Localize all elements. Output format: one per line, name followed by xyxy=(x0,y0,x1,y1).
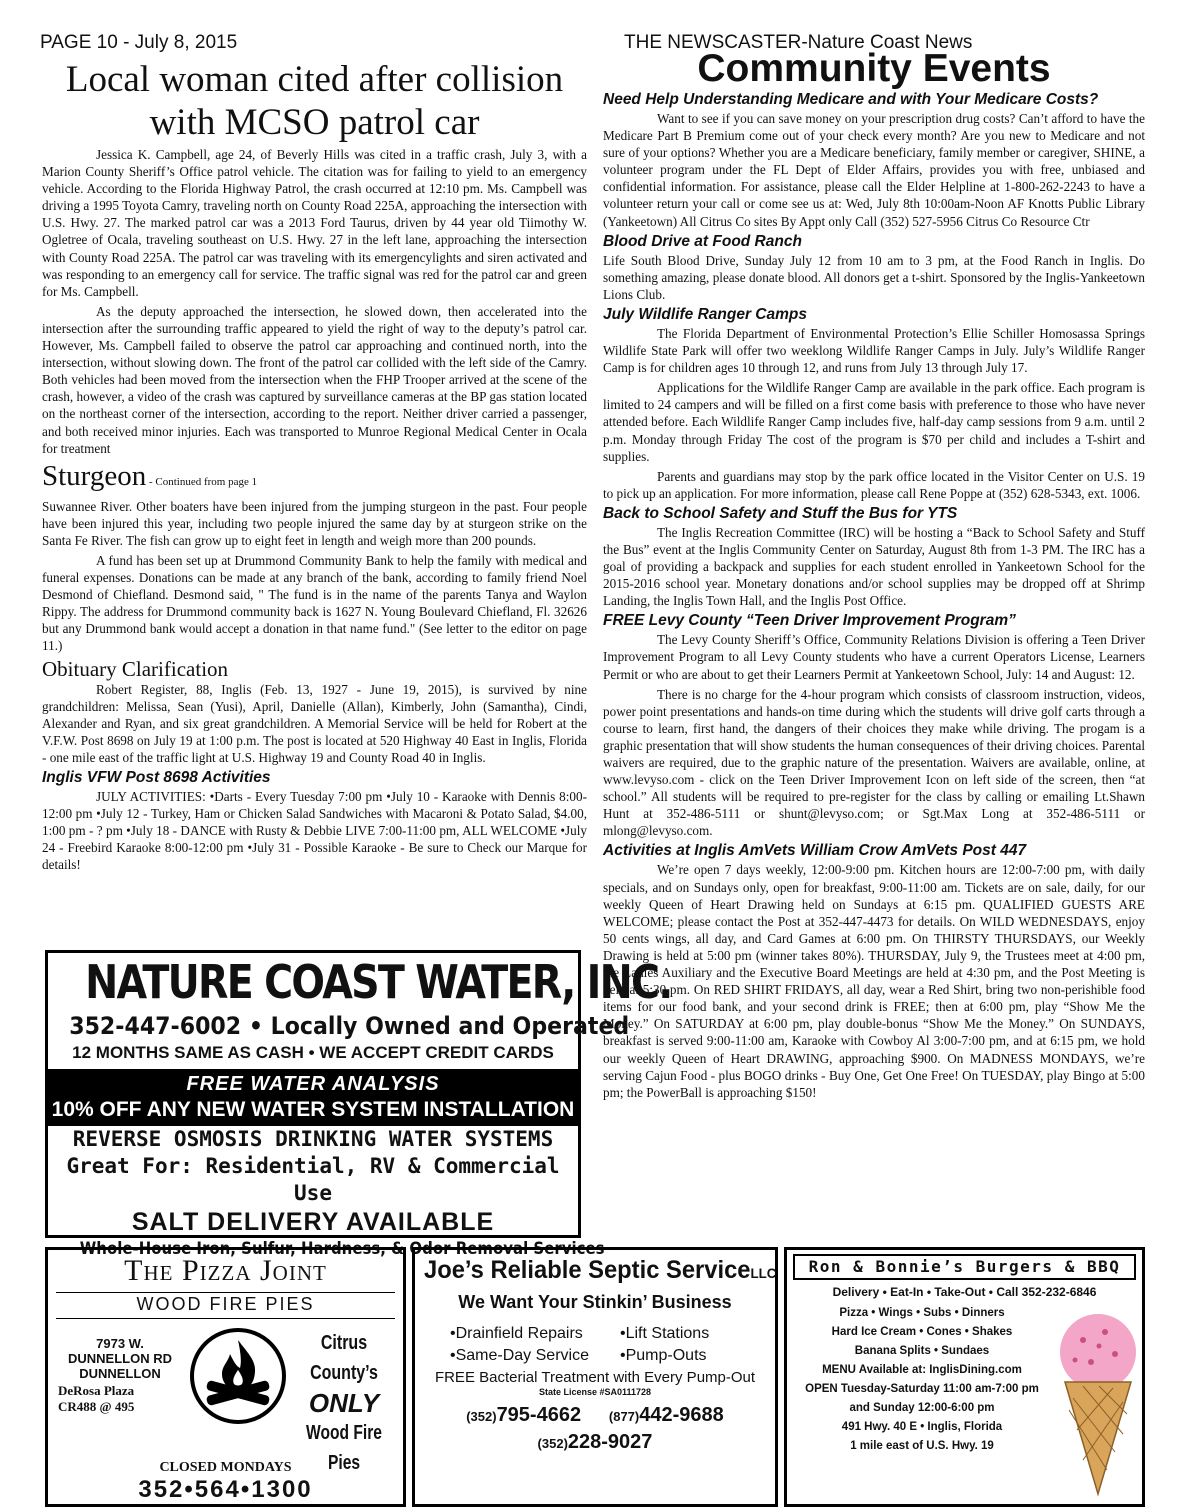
bbq-ad-line: MENU Available at: InglisDining.com xyxy=(822,1364,1022,1376)
event-paragraph: Parents and guardians may stop by the park office located in the Visitor Center on U.S. 19 to pick up an application. For more information, please call Rene Poppe at (352) 628-5343, ext. 1006. xyxy=(603,468,1145,501)
event-title: Back to School Safety and Stuff the Bus for YTS xyxy=(603,504,958,522)
bbq-ad-line: Hard Ice Cream • Cones • Shakes xyxy=(831,1326,1013,1338)
water-ad-great-for: Great For: Residential, RV & Commercial Use xyxy=(66,1154,560,1205)
septic-ad-phone1 xyxy=(466,1404,581,1426)
pizza-ad-citrus2: ONLY xyxy=(308,1388,380,1418)
water-ad-salt: SALT DELIVERY AVAILABLE xyxy=(131,1208,495,1236)
septic-ad-service: •Drainfield Repairs xyxy=(450,1325,583,1342)
page-number-date: PAGE 10 - July 8, 2015 xyxy=(40,32,238,53)
bbq-ad-line: Pizza • Wings • Subs • Dinners xyxy=(839,1307,1005,1319)
pizza-ad-closed: CLOSED MONDAYS xyxy=(159,1460,292,1475)
vfw-heading: Inglis VFW Post 8698 Activities xyxy=(42,769,271,786)
pizza-ad-tagline: WOOD FIRE PIES xyxy=(136,1294,315,1314)
bbq-ad-delivery: Delivery • Eat-In • Take-Out • Call 352-232-6846 xyxy=(832,1285,1097,1299)
sturgeon-continued: - Continued from page 1 xyxy=(146,475,258,488)
septic-ad-name: Joe’s Reliable Septic Service xyxy=(424,1256,751,1284)
septic-ad-license: State License #SA0111728 xyxy=(538,1387,652,1397)
pizza-ad-plaza: DeRosa Plaza xyxy=(58,1383,135,1398)
sturgeon-paragraph: Suwannee River. Other boaters have been injured from the jumping sturgeon in the past. Four people have been injured this year, including two people injured the same day by at sturgeon strike on the Santa Fe River. The fish can grow up to eight feet in length and weigh more than 200 pounds. xyxy=(42,498,587,548)
septic-ad-phones xyxy=(415,1402,775,1430)
event-title: FREE Levy County “Teen Driver Improvement Program” xyxy=(603,612,1016,630)
bbq-ad-line: Banana Splits • Sundaes xyxy=(854,1345,990,1357)
article-paragraph: As the deputy approached the intersection, he slowed down, then accelerated into the intersection after the surrounding traffic appeared to yield the right of way to the deputy’s patrol car. However, Ms. Campbell failed to observe the patrol car approaching and continued north, into the intersection, without slowing down. The front of the patrol car collided with the left side of the Camry. Both vehicles had been moved from the intersection when the FHP Trooper arrived at the scene of the crash, however, a video of the crash was captured by surveillance cameras at the BP gas station located on the northeast corner of the intersection, according to the report. Neither driver carried a passenger, and both received minor injuries. Each was transported to Munroe Regional Medical Center in Ocala for treatment xyxy=(42,303,587,456)
bbq-ad-name: Ron & Bonnie’s Burgers & BBQ xyxy=(793,1254,1136,1280)
event-title: Need Help Understanding Medicare and with Your Medicare Costs? xyxy=(603,91,1099,108)
water-ad-ro: REVERSE OSMOSIS DRINKING WATER SYSTEMS xyxy=(72,1127,554,1151)
septic-ad-slogan: We Want Your Stinkin’ Business xyxy=(458,1292,732,1312)
obituary-paragraph: Robert Register, 88, Inglis (Feb. 13, 1927 - June 19, 2015), is survived by nine grandchildren: Melissa, Sean (Yusi), April, Danielle (Allan), Kimberly, John (Samantha), Cindi, Alexander and Ryan, and six great grandchildren. A Memorial Service will be held for Robert at the V.F.W. Post 8698 on July 19 at 1:00 p.m. The post is located at 520 Highway 40 East in Inglis, Florida - one mile east of the traffic light at U.S. Highway 19 and County Road 40 in Inglis. xyxy=(42,681,587,765)
event-paragraph: Life South Blood Drive, Sunday July 12 from 10 am to 3 pm, at the Food Ranch in Inglis. Do something amazing, please donate blood. All donors get a t-shirt. Sponsored by the Inglis-Yankeetown Lions Club. xyxy=(603,252,1145,302)
event-title: Activities at Inglis AmVets William Crow AmVets Post 447 xyxy=(603,842,1027,860)
pizza-ad-divider xyxy=(56,1318,395,1319)
event-paragraph: We’re open 7 days weekly, 12:00-9:00 pm. Kitchen hours are 12:00-7:00 pm, with daily specials, and on Sundays only, open for breakfast, 9:00-11:00 am. Tickets are on sale, daily, for our weekly Queen of Heart Drawing held on Sundays at 6:15 pm. QUALIFIED GUESTS ARE WELCOME; please contact the Post at 352-447-4473 for details. On WILD WEDNESDAYS, enjoy 50 cents wings, all day, and Card Games at 6:00 pm. On THIRSTY THURSDAYS, our Weekly Drawing is held at 5:00 pm (winner takes 80%). THURSDAY, July 9, the Trustees meet at 4:00 pm, the Ladies Auxiliary and the Executive Board Meetings are held at 4:30 pm, and the Post Meeting is held at 5:30 pm. On RED SHIRT FRIDAYS, all day, wear a Red Shirt, bring two non-perishible food items for our food bank, and your second drink is FREE; then at 6:00 pm, play “Show Me the Money.” On SATURDAY at 6:00 pm, play double-bonus “Show Me the Money.” On SUNDAYS, breakfast is served 9:00-11:00 am, Karaoke with Cowboy Al 3:00-7:00 pm, and at 6:15 pm, we hold our weekly Queen of Heart DRAWING, approaching $900. On MADNESS MONDAYS, we’re serving Cajun Food - plus BOGO drinks - Buy One, Get One Free! On TUESDAY, play Bingo at 5:00 pm; the PowerBall is approaching $150! xyxy=(603,862,1145,1100)
water-ad-name: NATURE COAST WATER, INC. xyxy=(85,955,672,1009)
event-paragraph: The Inglis Recreation Committee (IRC) will be hosting a “Back to School Safety and Stuff the Bus” event at the Inglis Community Center on Saturday, August 8th from 1-3 PM. The IRC has a goal of providing a backpack and supplies for each student enrolled in Yankeetown School for the 2015-2016 school year. Monetary donations and/or school supplies may be dropped off at Shrimp Landing, the Inglis Town Hall, and the Inglis Post Office. xyxy=(603,524,1145,609)
pizza-ad-name: The Pizza Joint xyxy=(124,1254,327,1287)
pizza-ad-phone: 352•564•1300 xyxy=(138,1476,313,1503)
septic-ad-phone3 xyxy=(415,1430,775,1456)
pizza-ad-addr1: 7973 W. xyxy=(96,1336,144,1351)
septic-ad-phone2 xyxy=(609,1404,724,1426)
event-paragraph: Applications for the Wildlife Ranger Camp are available in the park office. Each program is limited to 24 campers and will be filled on a first come basis with preference to those who have never attended before. Each Wildlife Ranger Camp includes five, half-day camp sessions from 9 a.m. until 2 p.m. Monday through Friday The cost of the program is $70 per child and includes a T-shirt and supplies. xyxy=(603,380,1145,464)
water-ad-discount: 10% OFF ANY NEW WATER SYSTEM INSTALLATION xyxy=(51,1098,575,1121)
phone-number: 228-9027 xyxy=(567,1431,653,1453)
event-title: July Wildlife Ranger Camps xyxy=(603,305,807,323)
sturgeon-title: Sturgeon xyxy=(42,459,147,492)
event-paragraph: The Florida Department of Environmental Protection’s Ellie Schiller Homosassa Springs Wildlife State Park will offer two weeklong Wildlife Ranger Camps in July. July’s Wildlife Ranger Camp is for children ages 10 through 12, and runs from July 13 through July 17. xyxy=(603,325,1145,376)
water-ad xyxy=(45,950,672,1259)
event-paragraph: Want to see if you can save money on your prescription drug costs? Can’t afford to have the Medicare Part B Premium come out of your check every month? Are you new to Medicare and not sure of your options? Whether you are a Medicare beneficiary, family member or caregiver, SHINE, a volunteer program under the FL Dept of Elder Affairs, provides you with free, unbiased and confidential information. For assistance, please call the Elder Helpline at 1-800-262-2243 to have a volunteer return your call or come see us at: Wed, July 8th 10:00am-Noon AF Knotts Public Library (Yankeetown) All Citrus Co sites By Appt only Call (352) 527-5956 Citrus Co Resource Ctr xyxy=(603,111,1145,229)
right-column xyxy=(603,47,1146,1242)
water-ad-financing: 12 MONTHS SAME AS CASH • WE ACCEPT CREDIT CARDS xyxy=(72,1043,554,1062)
event-title: Blood Drive at Food Ranch xyxy=(603,232,802,250)
pizza-ad-addr3: DUNNELLON xyxy=(79,1366,161,1381)
pizza-ad-addr2: DUNNELLON RD xyxy=(68,1351,172,1366)
sturgeon-paragraph: A fund has been set up at Drummond Community Bank to help the family with medical and funeral expenses. Donations can be made at any branch of the bank, according to family friend Noel Desmond of Chiefland. Desmond said, " The fund is in the name of the parents Tanya and Waylon Rippy. The address for Drummond community back is 1627 N. Young Boulevard Chiefland, Fl. 32626 but any Drummond bank would accept a donation in that name fund." (See letter to the editor on page 11.) xyxy=(42,552,587,654)
publication-name: THE NEWSCASTER-Nature Coast News xyxy=(624,32,973,53)
septic-ad-services-row xyxy=(415,1345,775,1367)
fire-logs-icon xyxy=(188,1326,288,1424)
septic-ad-services-row xyxy=(415,1323,775,1345)
vfw-paragraph: JULY ACTIVITIES: •Darts - Every Tuesday 7:00 pm •July 10 - Karaoke with Dennis 8:00- 12:00 pm •July 12 - Turkey, Ham or Chicken Salad Sandwiches with Macaroni & Potato Salad, $4.00, 1:00 pm - ? pm •July 18 - DANCE with Rusty & Debbie LIVE 7:00-11:00 pm, ALL WELCOME •July 24 - Freebird Karaoke 8:00-12:00 pm •July 31 - Possible Karaoke - Be sure to Check our Marque for details! xyxy=(42,789,587,873)
bbq-ad-details xyxy=(791,1304,1053,1456)
septic-ad-service: •Lift Stations xyxy=(620,1325,710,1342)
water-ad-free-analysis: FREE WATER ANALYSIS xyxy=(186,1073,440,1095)
pizza-ad-citrus3: Wood Fire Pies xyxy=(306,1422,382,1474)
pizza-ad-address xyxy=(56,1336,184,1381)
septic-ad-services xyxy=(415,1323,775,1367)
bbq-ad-line: and Sunday 12:00-6:00 pm xyxy=(849,1402,995,1414)
pizza-ad xyxy=(45,1247,406,1507)
septic-ad-service: •Same-Day Service xyxy=(450,1347,589,1364)
bbq-ad-line: 491 Hwy. 40 E • Inglis, Florida xyxy=(841,1421,1003,1433)
pizza-ad-location xyxy=(58,1383,178,1415)
septic-ad-service: •Pump-Outs xyxy=(620,1347,707,1364)
sturgeon-heading xyxy=(42,460,587,498)
bbq-ad-line: 1 mile east of U.S. Hwy. 19 xyxy=(850,1440,994,1452)
pizza-ad-road: CR488 @ 495 xyxy=(58,1399,135,1414)
water-ad-band xyxy=(48,1069,578,1126)
article-paragraph: Jessica K. Campbell, age 24, of Beverly Hills was cited in a traffic crash, July 3, with a Marion County Sheriff’s Office patrol vehicle. The citation was for failing to yield to an emergency vehicle. According to the Florida Highway Patrol, the crash occurred at 12:10 pm. Ms. Campbell was driving a 1995 Toyota Camry, traveling north on County Road 225A, approaching the intersection with U.S. Hwy. 27. The marked patrol car was a 2013 Ford Taurus, driven by 44 year old Tiimothy W. Ogletree of Ocala, traveling southeast on U.S. Hwy. 27 in the left lane, approaching the intersection with County Road 225A. The patrol car was traveling with its emergencylights and siren activated and was responding to an emergency call for service. The traffic signal was red for the patrol car and green for Ms. Campbell. xyxy=(42,147,587,299)
ice-cream-cone-icon xyxy=(1055,1310,1141,1496)
bbq-ad-line: OPEN Tuesday-Saturday 11:00 am-7:00 pm xyxy=(805,1383,1039,1395)
phone-area: (877) xyxy=(608,1409,640,1424)
phone-number: 442-9688 xyxy=(639,1404,724,1426)
septic-ad-free: FREE Bacterial Treatment with Every Pump-Out xyxy=(434,1369,756,1386)
bbq-ad xyxy=(784,1247,1145,1507)
article-headline: Local woman cited after collision with MCSO patrol car xyxy=(65,59,564,143)
events-list xyxy=(603,90,1145,1101)
septic-ad xyxy=(412,1247,778,1507)
pizza-ad-divider xyxy=(56,1292,395,1293)
water-ad-phone: 352-447-6002 • Locally Owned and Operated xyxy=(69,1012,630,1040)
phone-number: 795-4662 xyxy=(496,1404,582,1426)
obituary-heading: Obituary Clarification xyxy=(42,656,229,681)
event-paragraph: The Levy County Sheriff’s Office, Community Relations Division is offering a Teen Driver Improvement Program to all Levy County students who have a current Operators License, Learners Permit or who are about to get their Learners Permit at Yankeetown School, July: 14 and August: 12. xyxy=(603,632,1145,682)
event-paragraph: There is no charge for the 4-hour program which consists of classroom instruction, videos, power point presentations and hands-on time during which the students will drive golf carts through a course to learn, first hand, the dangers of their choices they make while driving. The progam is a graphic presentation that will show students the human consequences of their driving choices. Parental waivers are required, due to the graphic nature of the presentation. Waivers are available, online, at www.levyso.com - click on the Teen Driver Improvement Icon on left side of the screen, then “at school.” All students will be required to pre-register for the class by calling or emailing Lt.Shawn Hunt at 352-486-5111 or shunt@levyso.com; or Sgt.Max Long at 352-486-5111 or mlong@levyso.com. xyxy=(603,686,1146,839)
pizza-ad-citrus xyxy=(288,1328,400,1478)
pizza-ad-citrus1: Citrus County’s xyxy=(310,1332,378,1384)
phone-area: (352) xyxy=(466,1409,497,1424)
septic-ad-llc: LLC xyxy=(750,1265,777,1281)
community-events-title: Community Events xyxy=(697,47,1051,90)
water-ad-whole-house: Whole-House Iron, Sulfur, Hardness, & Odor Removal Services xyxy=(79,1239,605,1259)
phone-area: (352) xyxy=(537,1436,568,1451)
left-column xyxy=(42,58,587,950)
septic-ad-name-line xyxy=(424,1256,777,1285)
